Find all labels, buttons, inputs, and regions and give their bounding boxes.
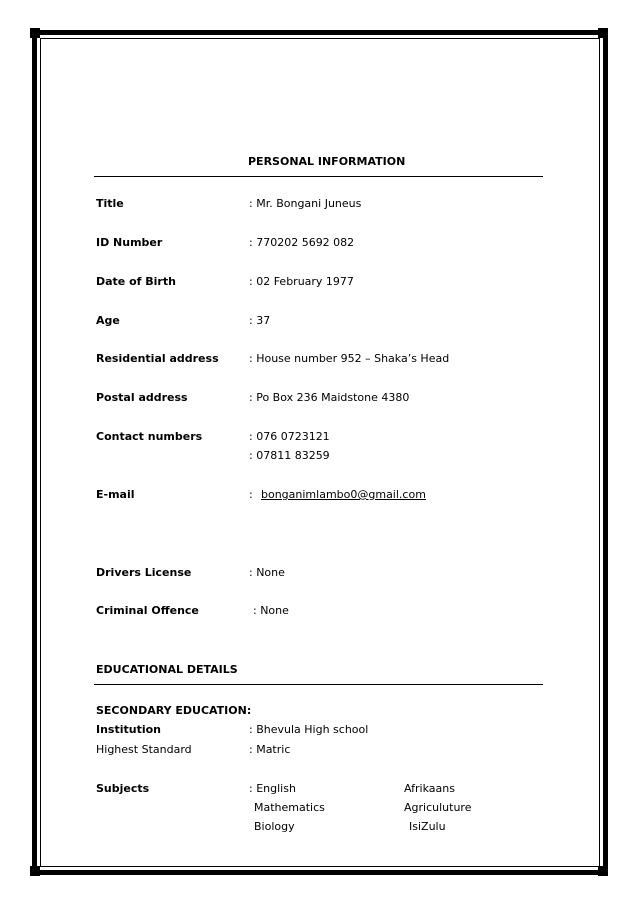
age-label: Age [96,314,120,327]
contact-number-1: : 076 0723121 [249,430,330,443]
institution-value: : Bhevula High school [249,723,369,736]
title-value: : Mr. Bongani Juneus [249,197,362,210]
border-corner-bl [30,866,40,876]
postal-address-value: : Po Box 236 Maidstone 4380 [249,391,410,404]
age-value: : 37 [249,314,271,327]
section-rule [94,176,543,177]
id-number-value: : 770202 5692 082 [249,236,355,249]
subject-item: IsiZulu [409,820,446,833]
subject-item: Afrikaans [404,782,455,795]
institution-label: Institution [96,723,162,736]
subject-item: : English [249,782,296,795]
email-label: E-mail [96,488,135,501]
dob-value: : 02 February 1977 [249,275,354,288]
border-corner-tr [598,28,608,38]
email-colon: : [249,488,253,501]
personal-info-heading: PERSONAL INFORMATION [248,155,406,168]
dob-label: Date of Birth [96,275,176,288]
highest-standard-value: : Matric [249,743,291,756]
email-link[interactable]: bonganimlambo0@gmail.com [261,488,426,501]
secondary-education-heading: SECONDARY EDUCATION: [96,704,252,717]
title-label: Title [96,197,124,210]
highest-standard-label: Highest Standard [96,743,192,756]
border-corner-tl [30,28,40,38]
residential-address-value: : House number 952 – Shaka’s Head [249,352,450,365]
section-rule [94,684,543,685]
border-corner-br [598,866,608,876]
residential-address-label: Residential address [96,352,219,365]
drivers-license-label: Drivers License [96,566,192,579]
postal-address-label: Postal address [96,391,188,404]
educational-details-heading: EDUCATIONAL DETAILS [96,663,238,676]
id-number-label: ID Number [96,236,163,249]
subject-item: Agriculuture [404,801,472,814]
contact-numbers-label: Contact numbers [96,430,203,443]
contact-number-2: : 07811 83259 [249,449,330,462]
subject-item: Biology [254,820,295,833]
criminal-offence-label: Criminal Offence [96,604,199,617]
subjects-label: Subjects [96,782,150,795]
criminal-offence-value: : None [253,604,289,617]
subject-item: Mathematics [254,801,325,814]
drivers-license-value: : None [249,566,285,579]
